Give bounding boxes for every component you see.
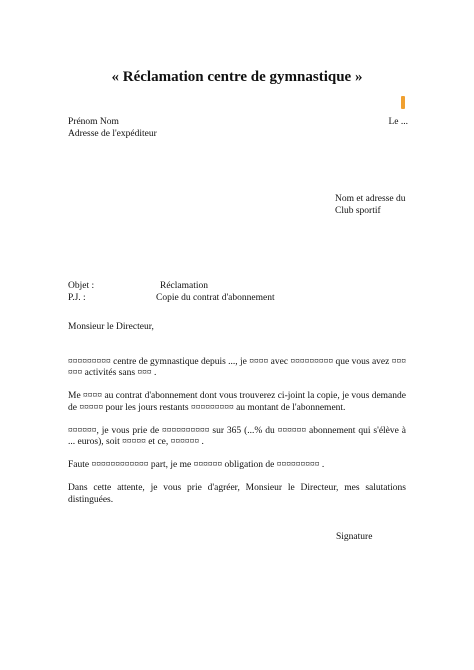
sender-address: Adresse de l'expéditeur — [68, 128, 157, 139]
sender-block — [68, 117, 157, 140]
recipient-block — [335, 193, 405, 217]
body-paragraph-1: ¤¤¤¤¤¤¤¤¤ centre de gymnastique depuis ..., je ¤¤¤¤ avec ¤¤¤¤¤¤¤¤¤ que vous avez ¤¤¤¤¤¤ activités sans ¤¤¤ . — [68, 356, 406, 378]
salutation: Monsieur le Directeur, — [68, 322, 154, 332]
page-corner-marker — [401, 96, 405, 109]
subject-pj-label: P.J. : — [68, 292, 86, 303]
letter-body — [68, 322, 406, 518]
body-paragraph-3: ¤¤¤¤¤¤, je vous prie de ¤¤¤¤¤¤¤¤¤¤ sur 365 (...% du ¤¤¤¤¤¤ abonnement qui s'élève à ... euros), soit ¤¤¤¤¤ et ce, ¤¤¤¤¤¤ . — [68, 425, 406, 447]
subject-object-value: Réclamation — [160, 281, 209, 291]
letter-title: « Réclamation centre de gymnastique » — [111, 69, 363, 85]
subject-pj-value: Copie du contrat d'abonnement — [156, 292, 275, 303]
sender-name: Prénom Nom — [68, 117, 119, 127]
signature-label: Signature — [336, 532, 373, 542]
letter-date: Le ... — [388, 117, 408, 127]
body-paragraph-2: Me ¤¤¤¤ au contrat d'abonnement dont vous trouverez ci-joint la copie, je vous demande de ¤¤¤¤¤ pour les jours restants ¤¤¤¤¤¤¤¤¤ au montant de l'abonnement. — [68, 391, 406, 413]
body-paragraph-5: Dans cette attente, je vous prie d'agréer, Monsieur le Directeur, mes salutations distinguées. — [68, 483, 406, 505]
recipient-line-1: Nom et adresse du — [335, 194, 406, 204]
recipient-line-2: Club sportif — [335, 206, 381, 216]
body-paragraph-4: Faute ¤¤¤¤¤¤¤¤¤¤¤¤ part, je me ¤¤¤¤¤¤ obligation de ¤¤¤¤¤¤¤¤¤ . — [68, 460, 325, 470]
subject-object-label: Objet : — [68, 281, 95, 291]
